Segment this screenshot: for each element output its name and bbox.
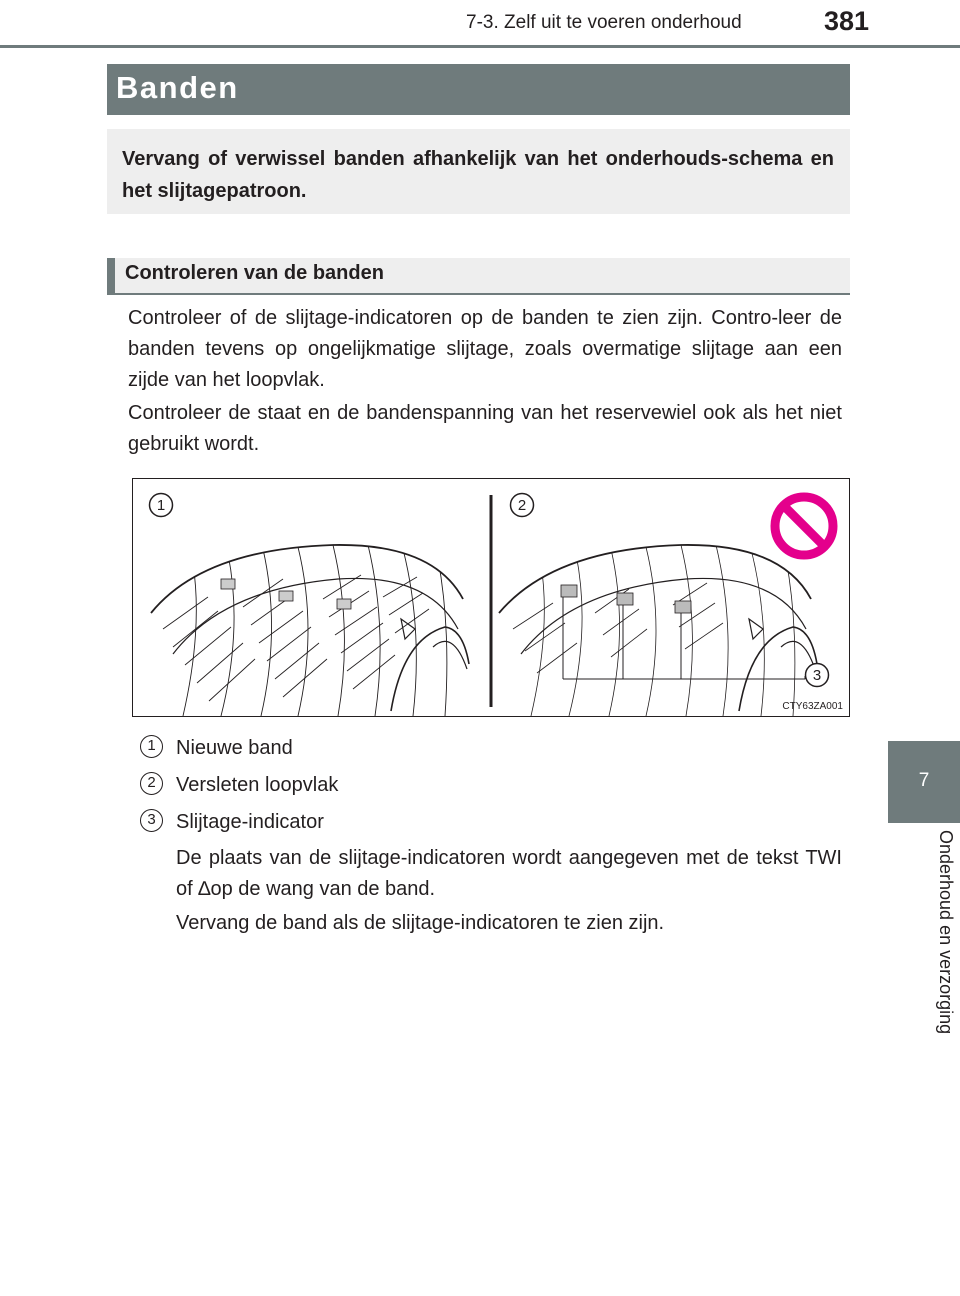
note-paragraph: De plaats van de slijtage-indicatoren wordt aangegeven met de tekst TWI of ∆op de wang van de band. [176, 847, 842, 900]
svg-text:1: 1 [156, 497, 166, 514]
callout-3 [805, 664, 829, 687]
intro-text: Vervang of verwissel banden afhankelijk van het onderhouds-schema en het slijtagepatroon. [122, 148, 834, 202]
figure-code: CTY63ZA001 [782, 701, 843, 712]
header-rule [0, 45, 960, 48]
page-title-bar [107, 64, 850, 115]
prohibited-icon [775, 497, 833, 555]
body-paragraph: Controleer de staat en de bandenspanning van het reservewiel ook als het niet gebruikt wordt. [128, 402, 842, 455]
legend-item [140, 770, 850, 804]
legend-text: Versleten loopvlak [176, 774, 339, 796]
svg-text:3: 3 [812, 667, 822, 684]
page-number: 381 [824, 6, 870, 36]
tire-illustration [132, 478, 850, 717]
legend-number: 2 [140, 772, 163, 795]
svg-text:2: 2 [517, 497, 527, 514]
legend-number: 3 [140, 809, 163, 832]
tire-illustration-svg [133, 479, 849, 716]
legend-item [140, 733, 850, 767]
note-paragraph: Vervang de band als de slijtage-indicatoren te zien zijn. [176, 912, 665, 934]
intro-box [107, 129, 850, 214]
new-tire-drawing [151, 545, 469, 716]
legend-number: 1 [140, 735, 163, 758]
callout-1 [150, 494, 173, 517]
chapter-title: Onderhoud en verzorging [936, 830, 956, 1035]
legend-text: Slijtage-indicator [176, 811, 324, 833]
header-section-title: 7-3. Zelf uit te voeren onderhoud [466, 12, 742, 33]
body-paragraph: Controleer of de slijtage-indicatoren op de banden te zien zijn. Contro-leer de banden tevens op ongelijkmatige slijtage, zoals overmatige slijtage aan een zijde van het loopvlak. [128, 307, 842, 391]
legend-item [140, 807, 850, 841]
worn-tire-drawing [499, 545, 817, 716]
legend-text: Nieuwe band [176, 737, 293, 759]
subheading: Controleren van de banden [125, 262, 384, 284]
page-title: Banden [116, 70, 239, 105]
chapter-tab[interactable]: 7 [888, 741, 960, 823]
subheading-bar [107, 258, 850, 295]
callout-2 [511, 494, 534, 517]
chapter-side-label [920, 830, 960, 1070]
